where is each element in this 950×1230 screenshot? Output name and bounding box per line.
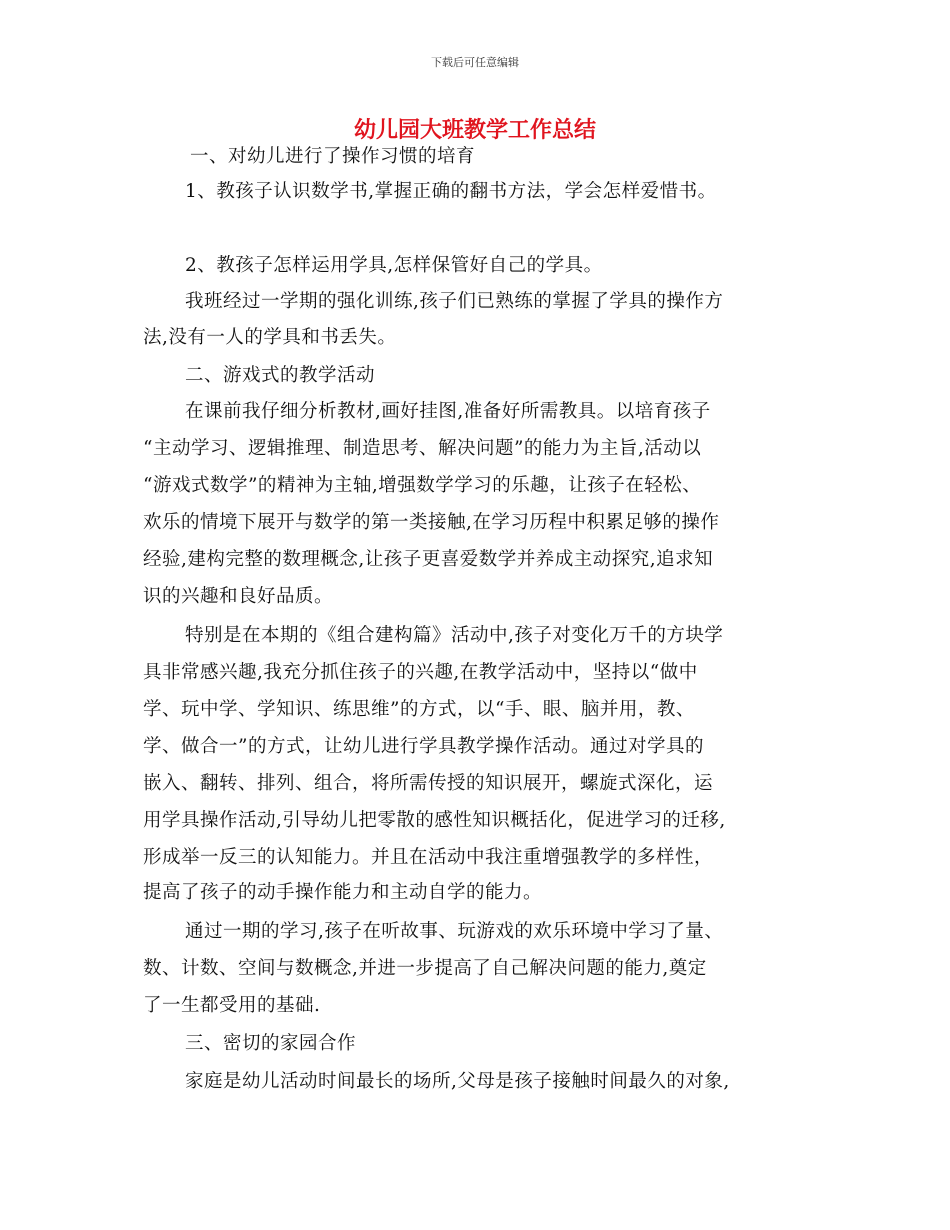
paragraph-line: 形成举一反三的认知能力。并且在活动中我注重增强教学的多样性，: [143, 847, 714, 868]
paragraph-line: 具非常感兴趣,我充分抓住孩子的兴趣,在教学活动中，坚持以“做中: [143, 662, 698, 683]
paragraph-line: 数、计数、空间与数概念,并进一步提高了自己解决问题的能力,奠定: [143, 958, 707, 979]
paragraph-line: 我班经过一学期的强化训练,孩子们已熟练的掌握了学具的操作方: [185, 291, 724, 312]
paragraph-line: 在课前我仔细分析教材,画好挂图,准备好所需教具。以培育孩子: [185, 401, 711, 422]
paragraph-line: 了一生都受用的基础.: [143, 995, 321, 1016]
paragraph-line: 学、玩中学、学知识、练思维”的方式，以“手、眼、脑并用，教、: [143, 699, 695, 720]
paragraph-line: 特别是在本期的《组合建构篇》活动中,孩子对变化万千的方块学: [185, 625, 724, 646]
paragraph-line: 嵌入、翻转、排列、组合，将所需传授的知识展开，螺旋式深化，运: [143, 773, 714, 794]
paragraph-line: 家庭是幼儿活动时间最长的场所,父母是孩子接触时间最久的对象,: [185, 1071, 730, 1092]
paragraph-line: 提高了孩子的动手操作能力和主动自学的能力。: [143, 882, 543, 903]
document-title: 幼儿园大班教学工作总结: [353, 118, 596, 143]
paragraph-line: 经验,建构完整的数理概念,让孩子更喜爱数学并养成主动探究,追求知: [143, 549, 714, 570]
paragraph-line: 通过一期的学习,孩子在听故事、玩游戏的欢乐环境中学习了量、: [185, 921, 724, 942]
paragraph-line: “主动学习、逻辑推理、制造思考、解决问题”的能力为主旨,活动以: [143, 438, 702, 459]
paragraph-line: 欢乐的情境下展开与数学的第一类接触,在学习历程中积累足够的操作: [143, 512, 720, 533]
paragraph-line: 1、教孩子认识数学书,掌握正确的翻书方法，学会怎样爱惜书。: [185, 181, 717, 202]
paragraph-line: 用学具操作活动,引导幼儿把零散的感性知识概括化，促进学习的迁移,: [143, 810, 726, 831]
section-heading-3: 三、密切的家园合作: [185, 1033, 357, 1054]
section-heading-1: 一、对幼儿进行了操作习惯的培育: [190, 146, 476, 167]
paragraph-line: 法,没有一人的学具和书丢失。: [143, 327, 397, 348]
paragraph-line: 识的兴趣和良好品质。: [143, 586, 334, 607]
paragraph-line: “游戏式数学”的精神为主轴,增强数学学习的乐趣，让孩子在轻松、: [143, 475, 702, 496]
paragraph-line: 2、教孩子怎样运用学具,怎样保管好自己的学具。: [185, 255, 603, 276]
paragraph-line: 学、做合一”的方式，让幼儿进行学具教学操作活动。通过对学具的: [143, 736, 704, 757]
header-note: 下载后可任意编辑: [431, 56, 519, 69]
section-heading-2: 二、游戏式的教学活动: [185, 365, 376, 386]
